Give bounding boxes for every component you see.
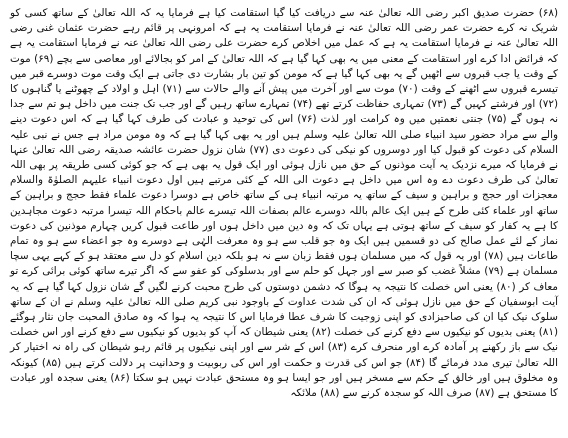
tafsir-footnotes-page [10, 6, 558, 426]
footnotes-paragraph-1: (۶۸) حضرت صدیق اکبر رضی اللہ تعالیٰ عنہ سے دریافت کیا گیا استقامت کیا ہے فرمایا یہ کہ اللہ تعالیٰ کے ساتھ کسی کو شریک نہ کرے حضرت عمر رضی اللہ تعالیٰ عنہ نے فرمایا استقامت یہ ہے کہ امرونہی پر قائم رہے حضرت عثمان غنی رضی اللہ تعالیٰ عنہ نے فرمایا استقامت یہ ہے کہ عمل میں اخلاص کرے حضرت علی رضی اللہ تعالیٰ عنہ نے فرمایا استقامت یہ ہے کہ فرائض ادا کرے اور استقامت کے معنی میں یہ بھی کہا گیا ہے کہ اللہ تعالیٰ کے امر کو بجالائے اور معاصی سے بچے (۶۹) موت کے وقت یا جب قبروں سے اٹھیں گے یہ بھی کہا گیا ہے کہ مومن کو تین بار بشارت دی جاتی ہے ایک وقت موت دوسرے قبر میں تیسرے قبروں سے اٹھنے کے وقت (۷۰) موت سے اور آخرت میں پیش آنے والے حالات سے (۷۱) اہل و اولاد کے چھوٹنے یا گناہوں کا (۷۲) اور فرشتے کہیں گے (۷۳) تمہاری حفاظت کرتے تھے (۷۴) تمہارے ساتھ رہیں گے اور جب تک جنت میں داخل ہو تم سے جدا نہ ہوں گے (۷۵) جنتی نعمتیں میں وہ کرامت اور لذت (۷۶) اس کی توحید و عبادت کی طرف کہا گیا ہے کہ اس دعوت دینے والے سے مراد حضور سید انبیاء صلی اللہ تعالیٰ علیہ وسلم ہیں اور یہ بھی کہا گیا ہے کہ وہ مومن مراد ہے جس نے نبی علیہ السلام کی دعوت کو قبول کیا اور دوسروں کو نیکی کی دعوت دی (۷۷) شان نزول حضرت عائشہ صدیقہ رضی اللہ تعالیٰ عنہا نے فرمایا کہ میرے نزدیک یہ آیت موذنوں کے حق میں نازل ہوئی اور ایک قول یہ بھی ہے کہ جو کوئی کسی طریقہ پر بھی اللہ تعالیٰ کی طرف دعوت دے وہ اس میں داخل ہے دعوت الی اللہ کے کئی مرتبے ہیں اول دعوت انبیاء علیہم الصلوٰۃ والسلام معجزات اور حجج و براہین و سیف کے ساتھ یہ مرتبہ انبیاء ہی کے ساتھ خاص ہے دوسرا دعوت علماء فقط حجج و براہین کے ساتھ اور علماء کئی طرح کے ہیں ایک عالم باللہ دوسرے عالم بصفات اللہ تیسرے عالم باحکام اللہ تیسرا مرتبہ دعوت مجاہدین کا ہے یہ کفار کو سیف کے ساتھ ہوتی ہے یہاں تک کہ وہ دین میں داخل ہوں اور طاعت قبول کریں چہارم موذنین کی دعوت نماز کے لئے عمل صالح کی دو قسمیں ہیں ایک وہ جو قلب سے ہو وہ معرفت الہٰی ہے دوسرے وہ جو اعضاء سے ہو وہ تمام طاعات ہیں (۷۸) اور یہ قول کہ میں مسلمان ہوں فقط زبان سے نہ ہو بلکہ دین اسلام کو دل سے معتقد ہو کے کہے یہی سچا مسلمان ہے (۷۹) مشلاً غضب کو صبر سے اور جہل کو حلم سے اور بدسلوکی کو عفو سے کہ اگر تیرے ساتھ کوئی برائی کرے تو معاف کر (۸۰) یعنی اس خصلت کا نتیجہ یہ ہوگا کہ دشمن دوستوں کی طرح محبت کرنے لگیں گے شان نزول کہا گیا ہے کہ یہ آیت ابوسفیان کے حق میں نازل ہوئی کہ ان کی شدت عداوت کے باوجود نبی کریم صلی اللہ تعالیٰ علیہ وسلم نے ان کے ساتھ سلوک نیک کیا ان کی صاحبزادی کو اپنی زوجیت کا شرف عطا فرمایا اس کا نتیجہ یہ ہوا کہ وہ صادق المحبت جان نثار ہوگئے (۸۱) یعنی بدیوں کو نیکیوں سے دفع کرنے کی خصلت (۸۲) یعنی شیطان کہ آپ کو بدیوں کو نیکیوں سے دفع کرنے اور اس خصلت نیک سے باز رکھنے پر آمادہ کرے اور منحرف کرے (۸۳) اس کے شر سے اور اپنی نیکیوں پر قائم رہو شیطان کی راہ نہ اختیار کر اللہ تعالیٰ تیری مدد فرمائے گا (۸۴) جو اس کی قدرت و حکمت اور اس کی ربوبیت و وحدانیت پر دلالت کرتے ہیں (۸۵) کیونکہ وہ مخلوق ہیں اور خالق کے حکم سے مسخر ہیں اور جو ایسا ہو وہ مستحق عبادت نہیں ہو سکتا (۸۶) یعنی سجدہ اور عبادت کا مستحق ہے (۸۷) صرف اللہ کو سجدہ کرنے سے (۸۸) ملائکہ [10, 7, 558, 400]
